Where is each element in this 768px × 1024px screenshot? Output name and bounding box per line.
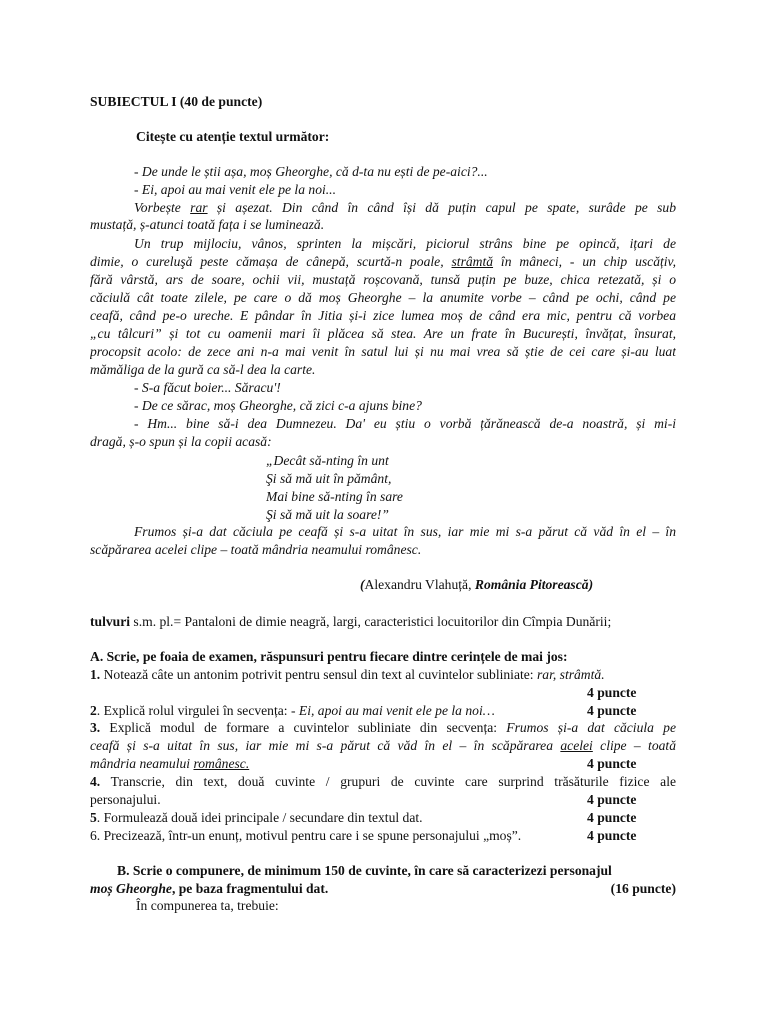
question-6-points: 4 puncte bbox=[587, 828, 637, 843]
question-2-points: 4 puncte bbox=[587, 703, 637, 718]
dialogue-line: - De unde le știi așa, moș Gheorghe, că d-ta nu ești de pe-aici?... bbox=[134, 164, 488, 179]
paragraph-line: „cu tâlcuri” și tot cu oamenii mari îi plăcea să stea. Are un frate în București, învățat, însurat, bbox=[90, 326, 676, 341]
paragraph-line: căciulă cât toate zilele, pe care o dă moș Gheorghe – la anumite vorbe – când pe ochi, când pe bbox=[90, 290, 676, 305]
underlined-word-rar: rar bbox=[190, 200, 208, 215]
question-2: 2. Explică rolul virgulei în secvența: - Ei, apoi au mai venit ele pe la noi… bbox=[90, 703, 495, 718]
underlined-word-stramta: strâmtă bbox=[451, 254, 494, 269]
paragraph-line: Un trup mijlociu, vânos, sprinten la mișcări, piciorul strâns bine pe opincă, ițari de bbox=[134, 236, 676, 251]
question-4-points: 4 puncte bbox=[587, 792, 637, 807]
underlined-word-romanesc: românesc. bbox=[193, 756, 250, 771]
reading-instruction: Citește cu atenție textul următor: bbox=[136, 129, 330, 144]
subject-title: SUBIECTUL I (40 de puncte) bbox=[90, 94, 263, 109]
paragraph-line: mustață, ș-atunci toată fața i se luminează. bbox=[90, 217, 325, 232]
question-4: 4. Transcrie, din text, două cuvinte / grupuri de cuvinte care surprind trăsăturile fizice ale bbox=[90, 774, 676, 789]
section-b-points: (16 puncte) bbox=[610, 881, 676, 896]
paragraph-line: dimie, o cureluşă peste cămașa de cânepă, scurtă-n poale, strâmtă în mâneci, - un chip uscățiv, bbox=[90, 254, 676, 269]
dialogue-line: - Hm... bine să-i dea Dumnezeu. Da' eu știu o vorbă țărănească de-a noastră, și mi-i bbox=[134, 416, 676, 431]
question-5: 5. Formulează două idei principale / secundare din textul dat. bbox=[90, 810, 423, 825]
question-5-points: 4 puncte bbox=[587, 810, 637, 825]
question-3: 3. Explică modul de formare a cuvintelor subliniate din secvența: Frumos și-a dat căciula pe bbox=[90, 720, 676, 735]
question-3-points: 4 puncte bbox=[587, 756, 637, 771]
paragraph-line: Frumos și-a dat căciula pe ceafă și s-a uitat în sus, iar mie mi s-a părut că văd în el – în bbox=[134, 524, 676, 539]
question-4-line: personajului. bbox=[90, 792, 161, 807]
poem-line: Şi să mă uit în pământ, bbox=[266, 471, 392, 486]
glossary-entry: tulvuri s.m. pl.= Pantaloni de dimie neagră, largi, caracteristici locuitorilor din Cîmpia Dunării; bbox=[90, 614, 612, 629]
section-b-line: moș Gheorghe, pe baza fragmentului dat. bbox=[90, 881, 329, 896]
question-1: 1. Notează câte un antonim potrivit pentru sensul din text al cuvintelor subliniate: rar, strâmtă. bbox=[90, 667, 605, 682]
underlined-word-acelei: acelei bbox=[560, 738, 593, 753]
section-b-instruction: În compunerea ta, trebuie: bbox=[136, 898, 279, 913]
question-1-points: 4 puncte bbox=[587, 685, 637, 700]
paragraph-line: mămăliga de la gură ca să-l dea la carte. bbox=[90, 362, 316, 377]
question-3-line: mândria neamului românesc. bbox=[90, 756, 250, 771]
section-b-heading: B. Scrie o compunere, de minimum 150 de cuvinte, în care să caracterizezi personajul bbox=[117, 863, 612, 878]
question-3-line: ceafă și s-a uitat în sus, iar mie mi s-a părut că văd în el – în scăpărarea acelei clipe – toată bbox=[90, 738, 676, 753]
dialogue-line: dragă, ș-o spun și la copii acasă: bbox=[90, 434, 272, 449]
source-citation: (Alexandru Vlahuță, România Pitorească) bbox=[360, 577, 594, 592]
poem-line: Mai bine să-nting în sare bbox=[266, 489, 403, 504]
paragraph-line: procopsit acolo: de zece ani n-a mai venit în satul lui și nu mai vrea să știe de cei care și-au luat bbox=[90, 344, 676, 359]
section-a-heading: A. Scrie, pe foaia de examen, răspunsuri pentru fiecare dintre cerințele de mai jos: bbox=[90, 649, 568, 664]
paragraph-line: ceafă, când pe-o ureche. E pândar în Jitia și-i zice lumea moș de când era mic, pentru că vorbea bbox=[90, 308, 676, 323]
question-6: 6. Precizează, într-un enunț, motivul pentru care i se spune personajului „moș”. bbox=[90, 828, 522, 843]
paragraph-line: Vorbește rar și așezat. Din când în când își dă puțin capul pe spate, surâde pe sub bbox=[134, 200, 676, 215]
paragraph-line: scăpărarea acelei clipe – toată mândria neamului românesc. bbox=[90, 542, 422, 557]
poem-line: „Decât să-nting în unt bbox=[266, 453, 389, 468]
poem-line: Şi să mă uit la soare!” bbox=[266, 507, 389, 522]
dialogue-line: - Ei, apoi au mai venit ele pe la noi... bbox=[134, 182, 336, 197]
dialogue-line: - De ce sărac, moș Gheorghe, că zici c-a ajuns bine? bbox=[134, 398, 422, 413]
paragraph-line: fără vârstă, ars de soare, ochii vii, mustață roșcovană, tunsă puțin pe buze, chica retezată, și o bbox=[90, 272, 676, 287]
dialogue-line: - S-a făcut boier... Săracu'! bbox=[134, 380, 281, 395]
